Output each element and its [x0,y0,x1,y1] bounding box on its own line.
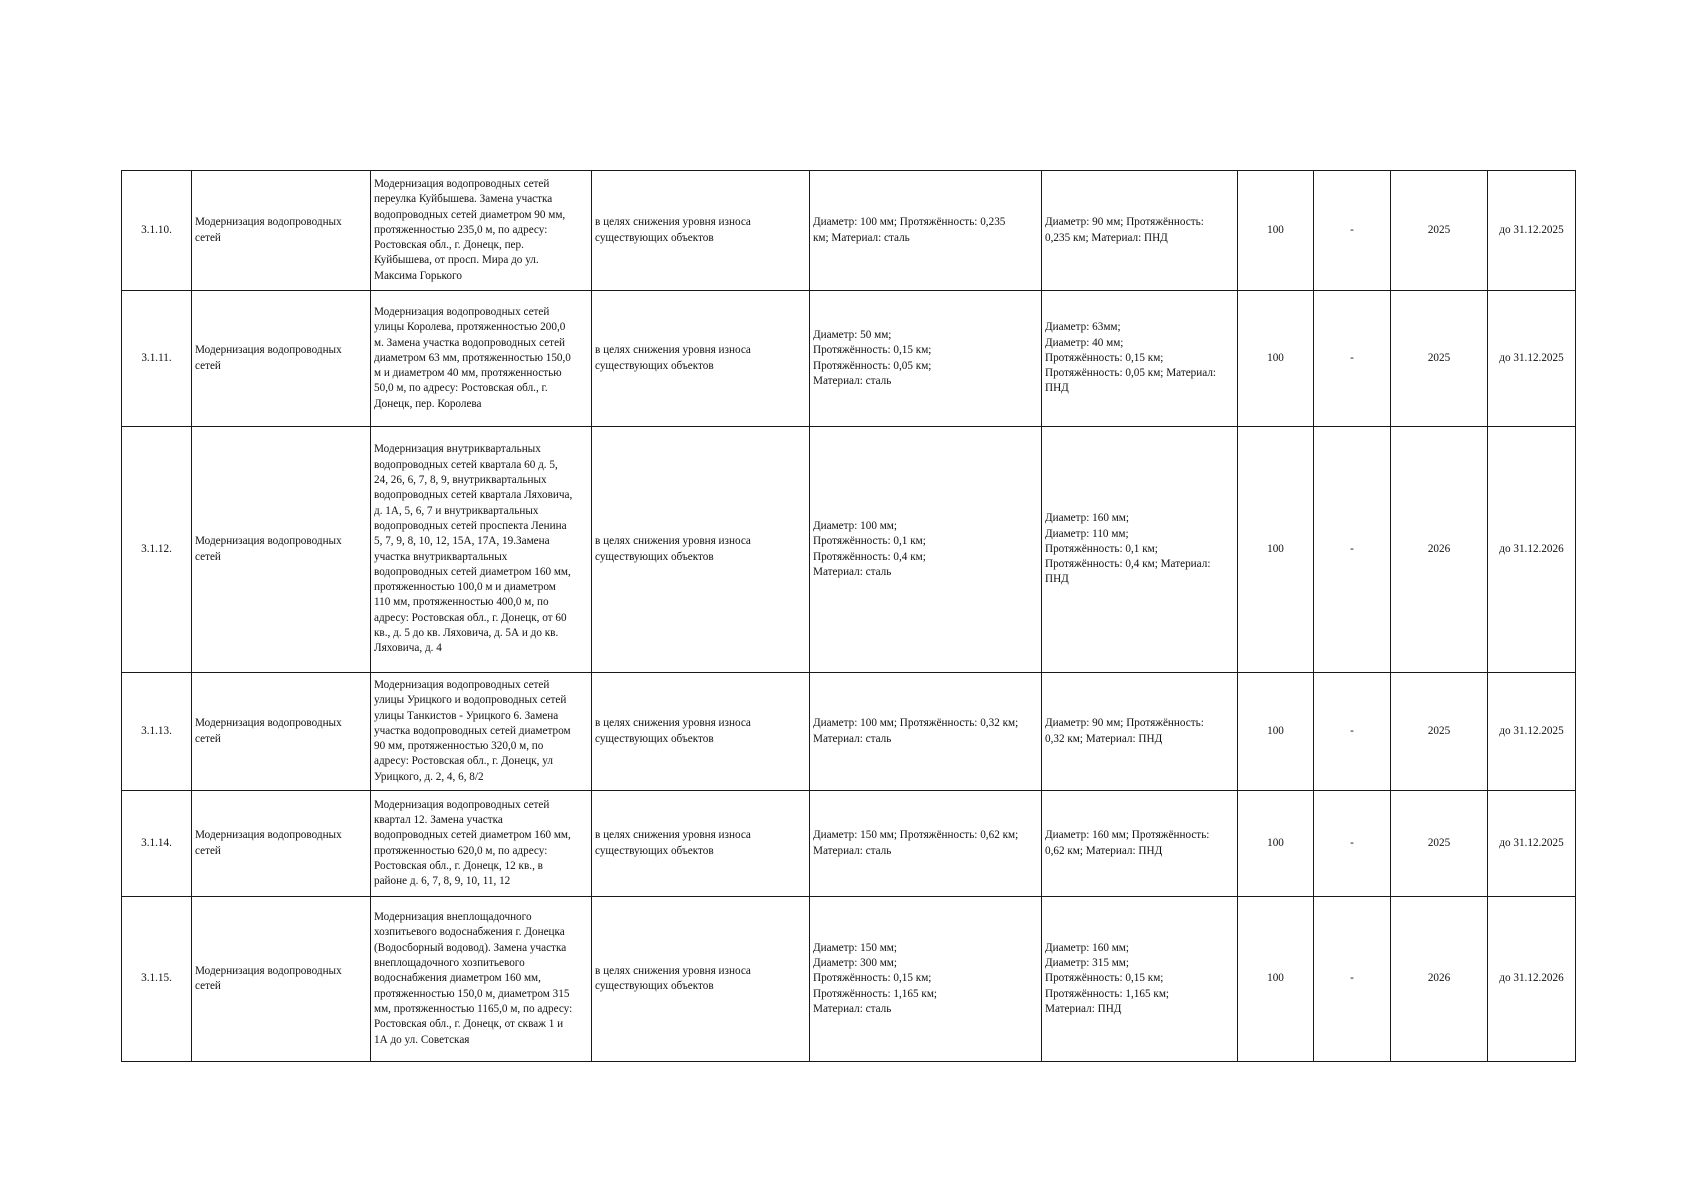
year-cell: 2025 [1391,291,1488,427]
parameters-before: Диаметр: 50 мм; Протяжённость: 0,15 км; Протяжённость: 0,05 км; Материал: сталь [810,291,1042,427]
work-name: Модернизация водопроводных сетей [192,897,371,1062]
work-description: Модернизация внеплощадочного хозпитьевого водоснабжения г. Донецка (Водосборный водовод). Замена участка внеплощадочного хозпитьевого водоснабжения диаметром 160 мм, протяженностью 150,0 м, диаметром 315 мм, протяженностью 1165,0 м, по адресу: Ростовская обл., г. Донецк, от скваж 1 и 1А до ул. Советская [371,897,592,1062]
deadline-cell: до 31.12.2025 [1488,291,1576,427]
year-cell: 2025 [1391,791,1488,897]
work-purpose: в целях снижения уровня износа существующих объектов [592,897,810,1062]
table-row [122,673,1576,791]
table-row [122,791,1576,897]
dash-cell: - [1314,427,1391,673]
year-cell: 2025 [1391,171,1488,291]
year-cell: 2026 [1391,897,1488,1062]
work-purpose: в целях снижения уровня износа существующих объектов [592,291,810,427]
parameters-after: Диаметр: 160 мм; Диаметр: 315 мм; Протяжённость: 0,15 км; Протяжённость: 1,165 км; Материал: ПНД [1042,897,1238,1062]
dash-cell: - [1314,171,1391,291]
modernization-table [121,170,1576,1062]
work-description: Модернизация водопроводных сетей улицы Урицкого и водопроводных сетей улицы Танкистов - Урицкого 6. Замена участка водопроводных сетей диаметром 90 мм, протяженностью 320,0 м, по адресу: Ростовская обл., г. Донецк, ул Урицкого, д. 2, 4, 6, 8/2 [371,673,592,791]
dash-cell: - [1314,291,1391,427]
table-row [122,171,1576,291]
row-number: 3.1.14. [122,791,192,897]
parameters-after: Диаметр: 160 мм; Протяжённость: 0,62 км; Материал: ПНД [1042,791,1238,897]
value-cell: 100 [1238,427,1314,673]
deadline-cell: до 31.12.2025 [1488,673,1576,791]
work-name: Модернизация водопроводных сетей [192,171,371,291]
work-description: Модернизация внутриквартальных водопроводных сетей квартала 60 д. 5, 24, 26, 6, 7, 8, 9, внутриквартальных водопроводных сетей квартала Ляховича, д. 1А, 5, 6, 7 и внутриквартальных водопроводных сетей проспекта Ленина 5, 7, 9, 8, 10, 12, 15А, 17А, 19.Замена участка внутриквартальных водопроводных сетей диаметром 160 мм, протяженностью 100,0 м и диаметром 110 мм, протяженностью 400,0 м, по адресу: Ростовская обл., г. Донецк, от 60 кв., д. 5 до кв. Ляховича, д. 5А и до кв. Ляховича, д. 4 [371,427,592,673]
work-description: Модернизация водопроводных сетей улицы Королева, протяженностью 200,0 м. Замена участка водопроводных сетей диаметром 63 мм, протяженностью 150,0 м и диаметром 40 мм, протяженностью 50,0 м, по адресу: Ростовская обл., г. Донецк, пер. Королева [371,291,592,427]
work-description: Модернизация водопроводных сетей квартал 12. Замена участка водопроводных сетей диаметром 160 мм, протяженностью 620,0 м, по адресу: Ростовская обл., г. Донецк, 12 кв., в районе д. 6, 7, 8, 9, 10, 11, 12 [371,791,592,897]
deadline-cell: до 31.12.2025 [1488,171,1576,291]
parameters-before: Диаметр: 150 мм; Диаметр: 300 мм; Протяжённость: 0,15 км; Протяжённость: 1,165 км; Материал: сталь [810,897,1042,1062]
year-cell: 2025 [1391,673,1488,791]
table-row [122,427,1576,673]
work-name: Модернизация водопроводных сетей [192,673,371,791]
year-cell: 2026 [1391,427,1488,673]
dash-cell: - [1314,897,1391,1062]
value-cell: 100 [1238,291,1314,427]
value-cell: 100 [1238,791,1314,897]
work-name: Модернизация водопроводных сетей [192,427,371,673]
parameters-after: Диаметр: 160 мм; Диаметр: 110 мм; Протяжённость: 0,1 км; Протяжённость: 0,4 км; Материал: ПНД [1042,427,1238,673]
work-purpose: в целях снижения уровня износа существующих объектов [592,673,810,791]
value-cell: 100 [1238,673,1314,791]
work-name: Модернизация водопроводных сетей [192,291,371,427]
row-number: 3.1.12. [122,427,192,673]
dash-cell: - [1314,791,1391,897]
parameters-before: Диаметр: 100 мм; Протяжённость: 0,32 км; Материал: сталь [810,673,1042,791]
work-purpose: в целях снижения уровня износа существующих объектов [592,171,810,291]
parameters-after: Диаметр: 90 мм; Протяжённость: 0,235 км; Материал: ПНД [1042,171,1238,291]
value-cell: 100 [1238,897,1314,1062]
parameters-before: Диаметр: 150 мм; Протяжённость: 0,62 км; Материал: сталь [810,791,1042,897]
table-row [122,291,1576,427]
work-purpose: в целях снижения уровня износа существующих объектов [592,791,810,897]
parameters-before: Диаметр: 100 мм; Протяжённость: 0,235 км; Материал: сталь [810,171,1042,291]
work-description: Модернизация водопроводных сетей переулка Куйбышева. Замена участка водопроводных сетей диаметром 90 мм, протяженностью 235,0 м, по адресу: Ростовская обл., г. Донецк, пер. Куйбышева, от просп. Мира до ул. Максима Горького [371,171,592,291]
row-number: 3.1.10. [122,171,192,291]
parameters-after: Диаметр: 63мм; Диаметр: 40 мм; Протяжённость: 0,15 км; Протяжённость: 0,05 км; Материал: ПНД [1042,291,1238,427]
row-number: 3.1.13. [122,673,192,791]
deadline-cell: до 31.12.2026 [1488,897,1576,1062]
parameters-after: Диаметр: 90 мм; Протяжённость: 0,32 км; Материал: ПНД [1042,673,1238,791]
deadline-cell: до 31.12.2026 [1488,427,1576,673]
row-number: 3.1.11. [122,291,192,427]
deadline-cell: до 31.12.2025 [1488,791,1576,897]
work-name: Модернизация водопроводных сетей [192,791,371,897]
dash-cell: - [1314,673,1391,791]
row-number: 3.1.15. [122,897,192,1062]
work-purpose: в целях снижения уровня износа существующих объектов [592,427,810,673]
parameters-before: Диаметр: 100 мм; Протяжённость: 0,1 км; Протяжённость: 0,4 км; Материал: сталь [810,427,1042,673]
table-row [122,897,1576,1062]
value-cell: 100 [1238,171,1314,291]
